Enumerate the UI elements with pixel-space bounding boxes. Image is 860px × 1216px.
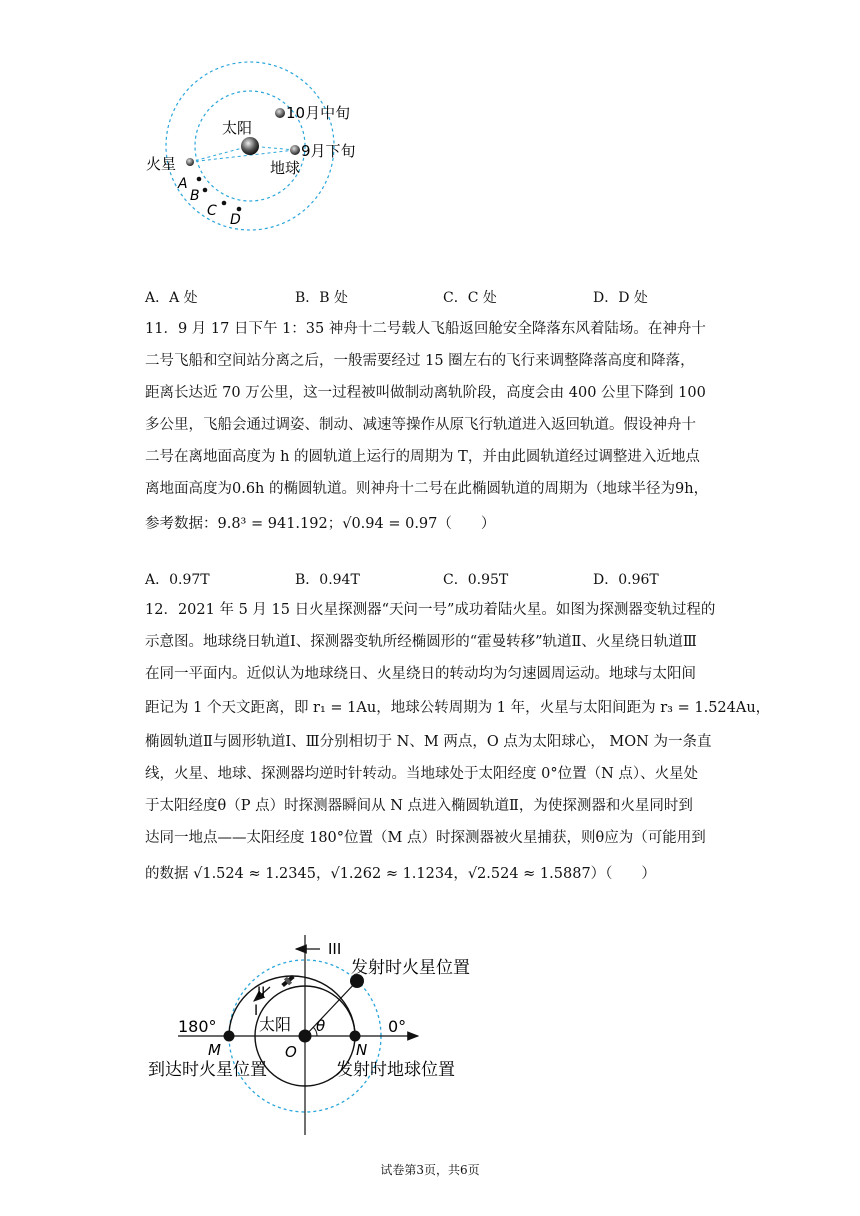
q11-line: 二号飞船和空间站分离之后，一般需要经过 15 圈左右的飞行来调整降落高度和降落， [145, 353, 695, 369]
q11-line: 多公里，飞船会通过调姿、制动、减速等操作从原飞行轨道进入返回轨道。假设神舟十 [145, 417, 696, 433]
q12-line: 12．2021 年 5 月 15 日火星探测器“天问一号”成功着陆火星。如图为探测器变轨过程的 [145, 602, 716, 618]
label-M: M [208, 1041, 221, 1059]
label-A: A [178, 176, 188, 192]
label-sun: 太阳 [222, 119, 253, 137]
label-D: D [230, 212, 241, 228]
q10-option-d[interactable]: D．D 处 [593, 290, 648, 306]
label-I: I [254, 1003, 259, 1019]
q11-line: 二号在离地面高度为 h 的圆轨道上运行的周期为 T，并由此圆轨道经过调整进入近地点 [145, 449, 700, 465]
q12-line: 在同一平面内。近似认为地球绕日、火星绕日的转动均为匀速圆周运动。地球与太阳间 [145, 666, 696, 682]
q10-option-c[interactable]: C．C 处 [443, 290, 497, 306]
label-earth: 地球 [270, 159, 301, 177]
question-12 [145, 594, 771, 894]
label-launch-earth: 发射时地球位置 [336, 1060, 455, 1080]
q11-option-b[interactable]: B．0.94T [295, 572, 360, 588]
q11-option-c[interactable]: C．0.95T [443, 572, 509, 588]
label-O: O [285, 1043, 297, 1061]
q11-line: 距离长达近 70 万公里，这一过程被叫做制动离轨阶段，高度会由 400 公里下降到 100 [145, 385, 706, 401]
orbit-figure-1 [138, 60, 398, 240]
q12-line: 示意图。地球绕日轨道Ⅰ、探测器变轨所经椭圆形的“霍曼转移”轨道Ⅱ、火星绕日轨道Ⅲ [145, 634, 697, 650]
label-sep: 9月下旬 [301, 142, 356, 160]
orbit-figure-2 [138, 925, 488, 1135]
point-A [197, 177, 202, 182]
label-B: B [190, 188, 200, 204]
q12-line: 距记为 1 个天文距离，即 r₁ = 1Au，地球公转周期为 1 年，火星与太阳间距为 r₃ = 1.524Au， [145, 700, 771, 716]
label-arrive-mars: 到达时火星位置 [148, 1060, 267, 1080]
earth-sep-icon [290, 145, 300, 155]
q12-line: 线，火星、地球、探测器均逆时针转动。当地球处于太阳经度 0°位置（N 点）、火星处 [145, 766, 699, 782]
label-0: 0° [388, 1017, 407, 1036]
label-C: C [207, 203, 217, 219]
q11-option-d[interactable]: D．0.96T [593, 572, 659, 588]
q11-line: 参考数据：9.8³ = 941.192；√0.94 = 0.97（ ） [145, 516, 496, 532]
q12-line: 达同一地点——太阳经度 180°位置（M 点）时探测器被火星捕获，则θ应为（可能用到 [145, 830, 706, 846]
point-D [237, 207, 242, 212]
q11-line: 离地面高度为0.6h 的椭圆轨道。则神舟十二号在此椭圆轨道的周期为（地球半径为9h， [145, 481, 709, 497]
orbit-II [229, 976, 355, 1036]
label-sun: 太阳 [259, 1015, 292, 1034]
label-III: III [328, 940, 342, 958]
mars-icon [186, 158, 194, 166]
point-N-dot [350, 1031, 361, 1042]
question-11 [145, 313, 725, 541]
label-mars: 火星 [146, 155, 177, 173]
label-II: II [257, 985, 266, 1001]
q10-option-b[interactable]: B．B 处 [295, 290, 349, 306]
point-M-dot [224, 1031, 235, 1042]
sun-icon [241, 137, 259, 155]
sun-dot [299, 1030, 312, 1043]
mars-sun-line [190, 146, 250, 162]
label-launch-mars: 发射时火星位置 [351, 958, 470, 978]
label-theta: θ [316, 1017, 326, 1035]
earth-oct-icon [275, 108, 285, 118]
q11-line: 11．9 月 17 日下午 1：35 神舟十二号载人飞船返回舱安全降落东风着陆场。在神舟十 [145, 321, 706, 337]
q12-line: 的数据 √1.524 ≈ 1.2345，√1.262 ≈ 1.1234，√2.524 ≈ 1.5887）（ ） [145, 866, 656, 882]
page-footer: 试卷第3页，共6页 [380, 1163, 480, 1177]
q10-option-a[interactable]: A．A 处 [145, 290, 198, 306]
label-180: 180° [178, 1017, 217, 1036]
label-oct: 10月中旬 [286, 104, 351, 122]
point-B [203, 188, 208, 193]
label-N: N [356, 1041, 368, 1059]
q11-option-a[interactable]: A．0.97T [145, 572, 210, 588]
q12-line: 于太阳经度θ（P 点）时探测器瞬间从 N 点进入椭圆轨道Ⅱ，为使探测器和火星同时到 [145, 798, 693, 814]
q12-line: 椭圆轨道Ⅱ与圆形轨道Ⅰ、Ⅲ分别相切于 N、M 两点，O 点为太阳球心， MON 为一条直 [145, 734, 712, 750]
point-C [222, 201, 227, 206]
